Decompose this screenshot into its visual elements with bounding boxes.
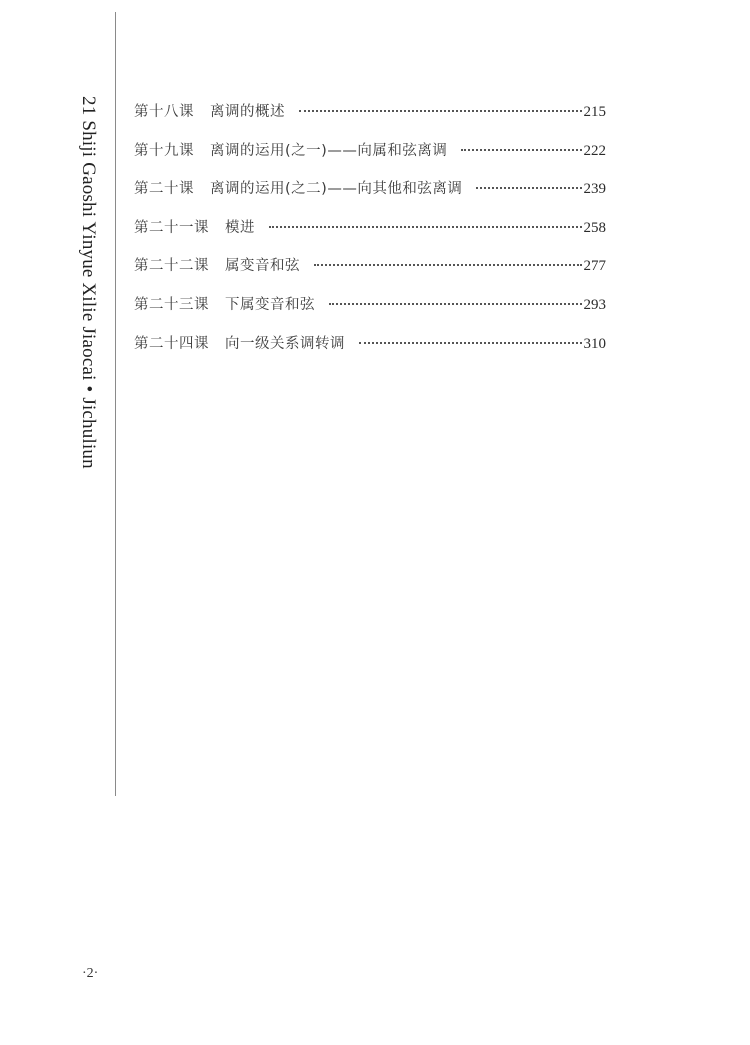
- toc-entry[interactable]: [134, 177, 606, 216]
- toc-lesson-number: 第十八课: [134, 104, 194, 120]
- toc-lesson-number: 第二十三课: [134, 296, 209, 313]
- toc-title: 离调的概述: [210, 104, 285, 120]
- toc-title: 模进: [225, 219, 255, 236]
- dot-leader: [461, 149, 581, 151]
- dot-leader: [314, 264, 582, 266]
- toc-page-number: 293: [583, 296, 606, 313]
- toc-entry[interactable]: [134, 139, 606, 178]
- toc-entry[interactable]: [134, 332, 606, 371]
- toc-entry[interactable]: [134, 293, 606, 332]
- table-of-contents: [134, 100, 606, 370]
- dot-leader: [329, 303, 582, 305]
- toc-title: 属变音和弦: [225, 258, 300, 275]
- toc-entry[interactable]: [134, 100, 606, 139]
- dot-leader: [269, 226, 582, 228]
- dot-leader: [359, 342, 582, 344]
- dot-leader: [476, 187, 581, 189]
- toc-page-number: 222: [583, 142, 606, 159]
- toc-title: 向一级关系调转调: [225, 335, 345, 352]
- toc-page-number: 258: [583, 219, 606, 236]
- toc-lesson-number: 第二十课: [134, 181, 194, 198]
- vertical-divider: [115, 12, 116, 796]
- series-title: 21 Shiji Gaoshi Yinyue Xilie Jiaocai • Jichuliun: [78, 96, 99, 469]
- toc-title: 离调的运用(之二)——向其他和弦离调: [210, 181, 463, 198]
- toc-lesson-number: 第二十二课: [134, 258, 209, 275]
- toc-entry[interactable]: [134, 216, 606, 255]
- toc-page-number: 239: [583, 181, 606, 198]
- toc-lesson-number: 第二十四课: [134, 335, 209, 352]
- toc-lesson-number: 第二十一课: [134, 219, 209, 236]
- dot-leader: [299, 110, 582, 112]
- toc-title: 下属变音和弦: [225, 296, 315, 313]
- toc-page-number: 310: [583, 335, 606, 352]
- toc-entry[interactable]: [134, 254, 606, 293]
- toc-page-number: 215: [583, 104, 606, 120]
- toc-title: 离调的运用(之一)——向属和弦离调: [210, 142, 448, 159]
- toc-page-number: 277: [583, 258, 606, 275]
- toc-lesson-number: 第十九课: [134, 142, 194, 159]
- page-number: ·2·: [82, 966, 99, 981]
